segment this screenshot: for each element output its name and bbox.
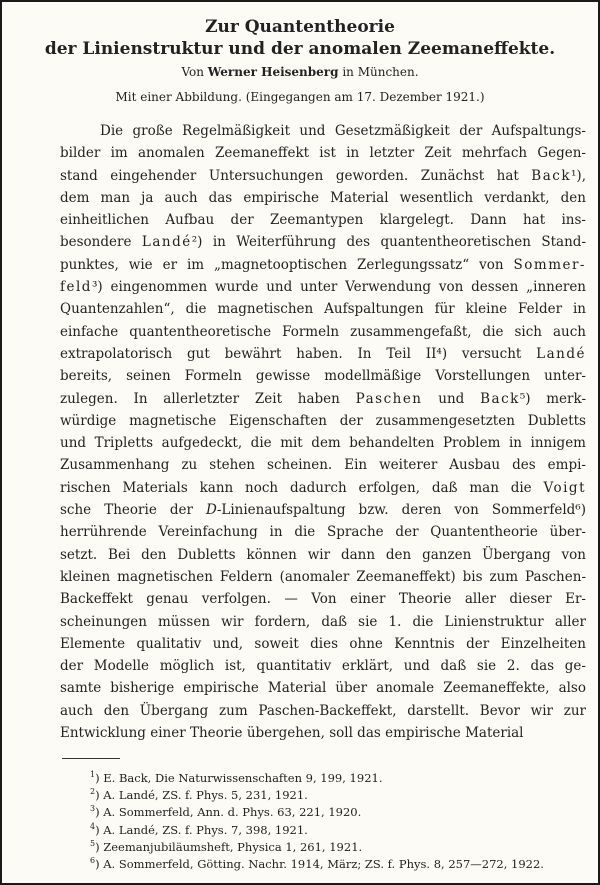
byline-prefix: Von bbox=[181, 65, 208, 79]
body-line: feld³) eingenommen wurde und unter Verwendung von dessen „inneren bbox=[60, 279, 586, 296]
body-line: extrapolatorisch gut bewährt haben. In Teil II⁴) versucht Landé bbox=[60, 345, 586, 362]
author-name: Werner Heisenberg bbox=[207, 65, 339, 79]
footnotes bbox=[90, 766, 544, 869]
article-body bbox=[60, 120, 586, 744]
byline-suffix: in München. bbox=[338, 65, 419, 79]
body-line: samte bisherige empirische Material über anomale Zeemaneffekte, also bbox=[60, 680, 586, 697]
body-line: der Modelle möglich ist, quantitativ erklärt, und daß sie 2. das ge- bbox=[60, 658, 586, 675]
footnote-5: $^5$) Zeemanjubiläumsheft, Physica 1, 261, 1921. bbox=[90, 838, 363, 854]
received-note: Mit einer Abbildung. (Eingegangen am 17. Dezember 1921.) bbox=[115, 90, 485, 104]
body-line: herrührende Vereinfachung in die Sprache der Quantentheorie über- bbox=[60, 524, 586, 541]
footnote-4: $^4$) A. Landé, ZS. f. Phys. 7, 398, 1921. bbox=[90, 821, 308, 837]
body-line: dem man ja auch das empirische Material wesentlich verdankt, den bbox=[60, 189, 586, 206]
body-line: auch den Übergang zum Paschen-Backeffekt, darstellt. Bevor wir zur bbox=[60, 702, 586, 719]
body-line: Die große Regelmäßigkeit und Gesetzmäßigkeit der Aufspaltungs- bbox=[100, 123, 586, 139]
article-title-line-2: der Linienstruktur und der anomalen Zeemaneffekte. bbox=[44, 39, 556, 59]
body-line: besondere Landé²) in Weiterführung des quantentheoretischen Stand- bbox=[60, 234, 587, 251]
body-line: Zusammenhang zu stehen scheinen. Ein weiterer Ausbau des empi- bbox=[60, 457, 586, 474]
footnote-2: $^2$) A. Landé, ZS. f. Phys. 5, 231, 1921. bbox=[90, 787, 308, 803]
body-line: stand eingehender Untersuchungen geworden. Zunächst hat Back¹), bbox=[60, 167, 586, 184]
body-line: scheinungen müssen wir fordern, daß sie 1. die Linienstruktur aller bbox=[60, 613, 586, 630]
article-title-line-1: Zur Quantentheorie bbox=[205, 17, 395, 37]
body-line: Elemente qualitativ und, soweit dies ohne Kenntnis der Einzelheiten bbox=[60, 635, 586, 652]
footnote-divider bbox=[62, 758, 120, 759]
body-line: würdige magnetische Eigenschaften der zusammengesetzten Dubletts bbox=[60, 412, 586, 429]
footnote-3: $^3$) A. Sommerfeld, Ann. d. Phys. 63, 221, 1920. bbox=[90, 804, 362, 820]
body-line: setzt. Bei den Dubletts können wir dann den ganzen Übergang von bbox=[60, 546, 586, 563]
body-line: zulegen. In allerletzter Zeit haben Paschen und Back⁵) merk- bbox=[60, 390, 587, 407]
body-line: Quantenzahlen“, die magnetischen Aufspaltungen für kleine Felder in bbox=[60, 301, 586, 318]
footnote-6: $^6$) A. Sommerfeld, Götting. Nachr. 1914, März; ZS. f. Phys. 8, 257—272, 1922. bbox=[90, 855, 544, 871]
author-byline bbox=[2, 65, 598, 79]
body-line: einfache quantentheoretische Formeln zusammengefaßt, die sich auch bbox=[60, 323, 586, 340]
body-line: punktes, wie er im „magnetooptischen Zerlegungssatz“ von Sommer- bbox=[60, 256, 586, 273]
body-line: bereits, seinen Formeln gewisse modellmäßige Vorstellungen unter- bbox=[60, 368, 586, 385]
body-line: und Tripletts aufgedeckt, die mit dem behandelten Problem in innigem bbox=[60, 435, 586, 452]
footnote-1: $^1$) E. Back, Die Naturwissenschaften 9, 199, 1921. bbox=[90, 770, 383, 785]
body-line: rischen Materials kann noch dadurch erfolgen, daß man die Voigt bbox=[60, 479, 586, 496]
body-line: Entwicklung einer Theorie übergehen, soll das empirische Material bbox=[60, 725, 524, 742]
body-line: sche Theorie der D-Linienaufspaltung bzw. deren von Sommerfeld⁶) bbox=[60, 502, 586, 519]
body-line: einheitlichen Aufbau der Zeemantypen klargelegt. Dann hat ins- bbox=[60, 212, 586, 229]
body-line: Backeffekt genau verfolgen. — Von einer Theorie aller dieser Er- bbox=[60, 591, 586, 608]
body-line: kleinen magnetischen Feldern (anomaler Zeemaneffekt) bis zum Paschen- bbox=[60, 568, 586, 585]
body-line: bilder im anomalen Zeemaneffekt ist in letzter Zeit mehrfach Gegen- bbox=[60, 145, 586, 162]
